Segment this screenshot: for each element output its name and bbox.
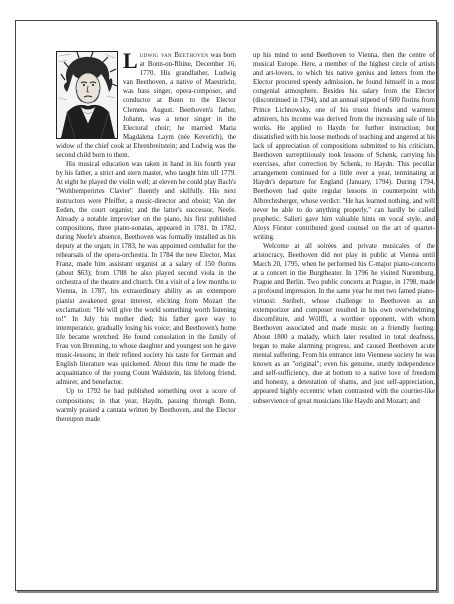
paragraph-soirees: Welcome at all soirées and private musicales of the aristocracy, Beethoven did not play in public at Vienna until March 20, 1795, when he performed his C-major piano-concerto at a concert in the Burgtheater. In 1796 he visited Nuremburg, Prague and Berlin. Two public concerts at Prague, in 1798, made a profound impression. In the same year he met two famed piano-virtuosi: Steibelt, whose challenge to Beethoven as an extemporizer and composer resulted in his own overwhelming discomfiture, and Wölffl, a worthier opponent, with whom Beethoven associated and made music on a friendly footing. About 1800 a malady, which later resulted in total deafness, began to make alarming progress, and caused Beethoven acute mental suffering. From his entrance into Viennese society he was known as an "original"; even his genuine, sturdy independence and self-sufficiency, due at bottom to a native love of freedom and honesty, a detestation of shams, and just self-appreciation, appeared highly eccentric when contrasted with the courtier-like subservience of great musicians like Haydn and Mozart; and — [253, 242, 435, 405]
left-column — [56, 48, 237, 424]
right-column — [253, 51, 435, 406]
paragraph-musical-education: His musical education was taken in hand in his fourth year by his father, a strict and stern master, who taught him till 1779. At eight he played the violin well; at eleven he could play Bach's "Wohltemperirtes Clavier" fluently and skilfully. His next instructors were Pfeiffer, a music-director and oboist; Van der Eeden, the court organist; and the latter's successor, Neefe. Already a notable improviser on the piano, his first published compositions, three piano-sonatas, appeared in 1781. In 1782, during Neefe's absence, Beethoven was formally installed as his deputy at the organ; in 1783, he was appointed cembalist for the rehearsals of the opera-orchestra. In 1784 the new Elector, Max Franz, made him assistant organist at a salary of 150 florins (about $63); from 1788 he also played second viola in the orchestra of the theatre and church. On a visit of a few months to Vienna, in 1787, his extraordinary ability as an extempore pianist awakened great interest, eliciting from Mozart the exclamation: "He will give the world something worth listening to!" In July his mother died; his father gave way to intemperance, gradually losing his voice; and Beethoven's home life became wretched. He found consolation in the family of Frau von Breuning, to whose daughter and youngest son he gave music-lessons; in their refined society his taste for German and English literature was quickened. About this time he made the acquaintance of the young Count Waldstein, his lifelong friend, admirer, and benefactor. — [56, 161, 236, 387]
opening-paragraph-text: was born at Bonn-on-Rhine, December 16, 1770. His grandfather, Ludwig van Beethoven, a native of Maestricht, was bass singer, opera-composer, and conductor at Bonn to the Elector Clemens August. Beethoven's father, Johann, was a tenor singer in the Electoral choir; he married Maria Magdalena Laym (née Keverich), the widow of the chief cook at Ehrenbreitstein; and Ludwig was the second child born to them. — [56, 52, 237, 160]
portrait-icon — [56, 51, 118, 139]
beethoven-portrait-illustration — [57, 52, 117, 138]
page — [15, 20, 437, 591]
opening-smallcaps: udwig van Beethoven — [139, 52, 209, 59]
paragraph-1792: Up to 1792 he had published something over a score of compositions; in that year, Haydn, passing through Bonn, warmly praised a cantata written by Beethoven, and the Elector thereupon made — [56, 388, 236, 423]
drop-cap: L — [123, 48, 138, 73]
paragraph-vienna: up his mind to send Beethoven to Vienna, then the centre of musical Europe. Here, a member of the highest circle of artists and art-lovers, to which his native genius and letters from the Elector procured speedy admission, he found himself in a most congenial atmosphere. Besides his salary from the Elector (discontinued in 1794), and an annual stipend of 600 florins from Prince Lichnowsky, one of his truest friends and warmest admirers, his income was derived from the increasing sale of his works. He applied to Haydn for further instruction; but dissatisfied with his loose methods of teaching and angered at his lack of appreciation of compositions submitted to his criticism, Beethoven surreptitiously took lessons of Schenk, carrying his exercises, after correction by Schenk, to Haydn. This peculiar arrangement continued for a little over a year, terminating at Haydn's departure for England (January, 1794). During 1794, Beethoven had quite regular lessons in counterpoint with Albrechtsberger, whose verdict: "He has learned nothing, and will never be able to do anything properly," can hardly be called prophetic. Salieri gave him valuable hints on vocal style, and Aloys Förster contributed good counsel on the art of quartet-writing. — [253, 52, 435, 241]
